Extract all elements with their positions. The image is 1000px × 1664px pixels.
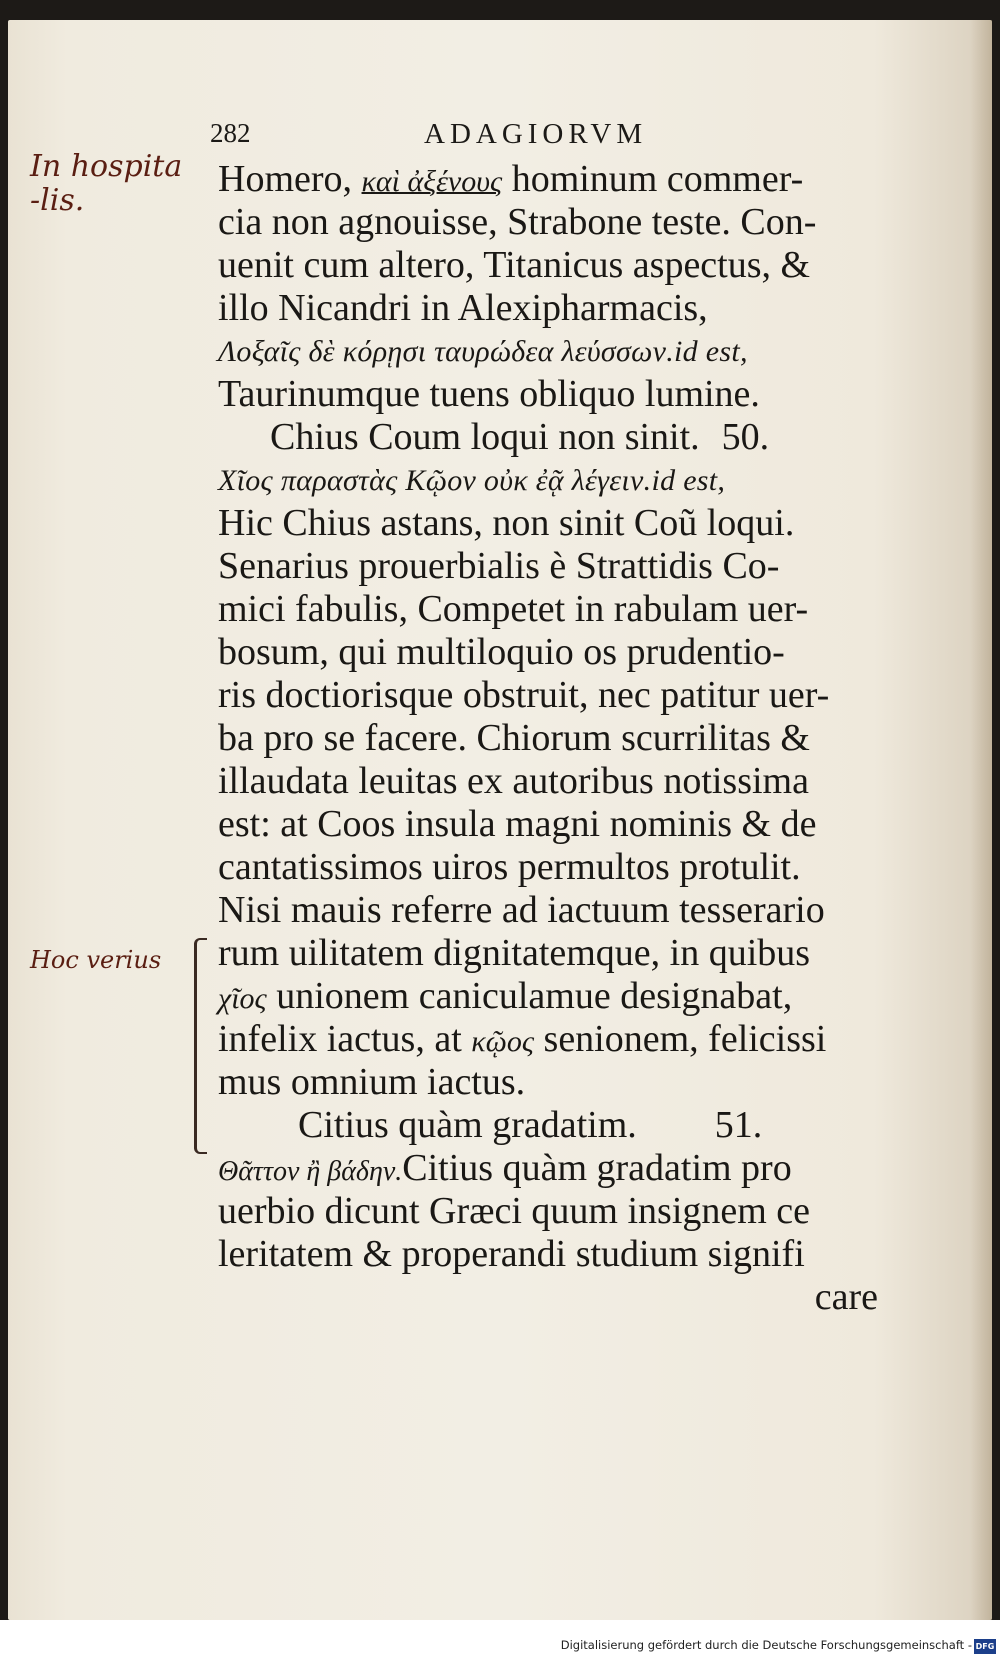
footer-bar — [0, 1620, 1000, 1664]
greek-underlined: καὶ ἀξένους — [361, 165, 503, 198]
text-line: ba pro se facere. Chiorum scurrilitas & — [218, 717, 810, 759]
greek-word: κῷος — [471, 1025, 535, 1058]
text-span: infelix iactus, at — [218, 1018, 472, 1060]
text-line: ris doctiorisque obstruit, nec patitur uer- — [218, 674, 830, 716]
text-span: Citius quàm gradatim pro — [402, 1147, 792, 1189]
adage-number: 50. — [721, 416, 770, 458]
marginal-note-1 — [30, 150, 200, 218]
text-line: Nisi mauis referre ad iactuum tesserario — [218, 889, 825, 931]
page-number: 282 — [210, 118, 251, 148]
greek-word: χῖος — [218, 982, 267, 1015]
text-line: uenit cum altero, Titanicus aspectus, & — [218, 244, 811, 286]
text-span: unionem caniculamue designabat, — [266, 975, 793, 1017]
text-line: Taurinumque tuens obliquo lumine. — [218, 373, 760, 415]
text-span: Homero, — [218, 158, 362, 200]
page-gutter-shadow — [970, 20, 992, 1620]
marginal-note-2: Hoc verius — [30, 946, 162, 974]
catchword: care — [814, 1276, 878, 1318]
text-line: Hic Chius astans, non sinit Coũ loqui. — [218, 502, 795, 544]
greek-line: Χῖος παραστὰς Κῷον οὐκ ἐᾷ λέγειν.id est, — [218, 464, 726, 497]
text-span: hominum commer- — [502, 158, 804, 200]
text-line: illo Nicandri in Alexipharmacis, — [218, 287, 708, 329]
adage-heading-50 — [218, 416, 918, 459]
greek-line: Λοξαῖς δὲ κόρῃσι ταυρώδεα λεύσσων.id est, — [218, 335, 748, 368]
text-line: illaudata leuitas ex autoribus notissima — [218, 760, 809, 802]
adage-heading-51 — [218, 1104, 918, 1147]
text-line: mici fabulis, Competet in rabulam uer- — [218, 588, 809, 630]
marginal-note-1-line-2: -lis. — [30, 183, 85, 218]
marginal-note-1-line-1: In hospita — [30, 149, 183, 184]
text-line: cantatissimos uiros permultos protulit. — [218, 846, 801, 888]
text-line: uerbio dicunt Græci quum insignem ce — [218, 1190, 811, 1232]
text-line: rum uilitatem dignitatemque, in quibus — [218, 932, 811, 974]
text-line — [218, 1018, 918, 1061]
text-line: leritatem & properandi studium signifi — [218, 1233, 805, 1275]
adage-number: 51. — [714, 1104, 763, 1146]
body-text — [218, 158, 918, 1319]
text-line: bosum, qui multiloquio os prudentio- — [218, 631, 785, 673]
adage-title: Citius quàm gradatim. — [298, 1104, 637, 1146]
greek-phrase: Θᾶττον ἢ βάδην. — [218, 1156, 403, 1187]
text-line: cia non agnouisse, Strabone teste. Con- — [218, 201, 817, 243]
text-line — [218, 1147, 918, 1190]
dfg-logo: DFG — [974, 1639, 996, 1654]
text-line: est: at Coos insula magni nominis & de — [218, 803, 817, 845]
funding-credit: Digitalisierung gefördert durch die Deutsche Forschungsgemeinschaft - — [560, 1638, 972, 1652]
text-line: Senarius prouerbialis è Strattidis Co- — [218, 545, 780, 587]
adage-title: Chius Coum loqui non sinit. — [270, 416, 700, 458]
text-span: senionem, felicissi — [534, 1018, 827, 1060]
text-line — [218, 975, 918, 1018]
header-title: ADAGIORVM — [424, 118, 648, 150]
text-line: mus omnium iactus. — [218, 1061, 526, 1103]
text-line — [218, 158, 918, 201]
margin-bracket — [194, 938, 207, 1154]
